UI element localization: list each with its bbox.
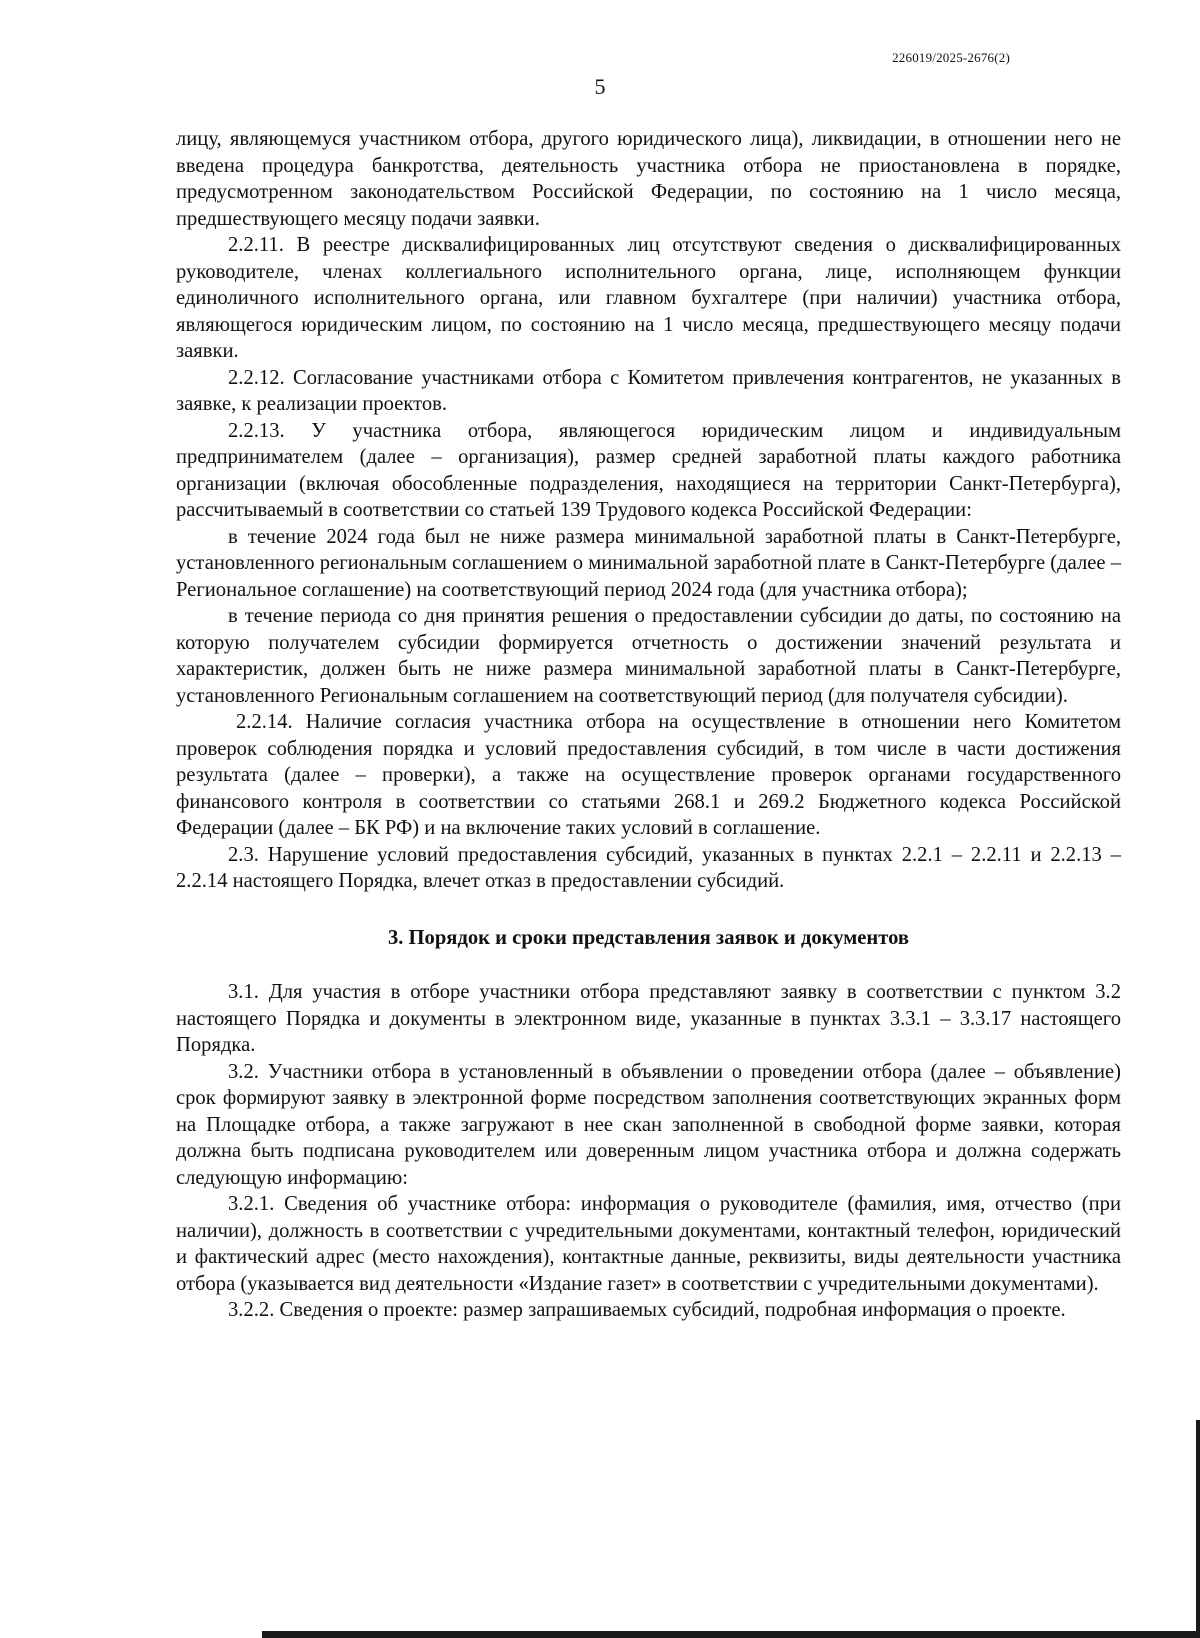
section-title: 3. Порядок и сроки представления заявок и документов bbox=[387, 926, 910, 949]
paragraph-3-1: 3.1. Для участия в отборе участники отбора представляют заявку в соответствии с пунктом 3.2 настоящего Порядка и документы в электронном виде, указанные в пунктах 3.3.1 – 3.3.17 настоящего Порядка. bbox=[176, 981, 1121, 1056]
page-number: 5 bbox=[594, 74, 606, 99]
paragraph-3-2-1: 3.2.1. Сведения об участнике отбора: информация о руководителе (фамилия, имя, отчество (при наличии), должность в соответствии с учредительными документами, контактный телефон, юридический и фактический адрес (место нахождения), контактные данные, реквизиты, виды деятельности участника отбора (указывается вид деятельности «Издание газет» в соответствии с учредительными документами). bbox=[176, 1193, 1121, 1295]
paragraph-3-2: 3.2. Участники отбора в установленный в объявлении о проведении отбора (далее – объявление) срок формируют заявку в электронной форме посредством заполнения соответствующих экранных форм на Площадке отбора, а также загружают в нее скан заполненной в свободной форме заявки, которая должна быть подписана руководителем или доверенным лицом участника отбора и должна содержать следующую информацию: bbox=[176, 1060, 1121, 1189]
scan-edge-right bbox=[1196, 1420, 1200, 1638]
paragraph-2-3: 2.3. Нарушение условий предоставления субсидий, указанных в пунктах 2.2.1 – 2.2.11 и 2.2.13 – 2.2.14 настоящего Порядка, влечет отказ в предоставлении субсидий. bbox=[176, 843, 1121, 892]
paragraph-2-2-14: 2.2.14. Наличие согласия участника отбора на осуществление в отношении него Комитетом проверок соблюдения порядка и условий предоставления субсидий, в том числе в части достижения результата (далее – проверки), а также на осуществление проверок органами государственного финансового контроля в соответствии со статьями 268.1 и 269.2 Бюджетного кодекса Российской Федерации (далее – БК РФ) и на включение таких условий в соглашение. bbox=[176, 711, 1121, 839]
paragraph-continuation: лицу, являющемуся участником отбора, другого юридического лица), ликвидации, в отношении него не введена процедура банкротства, деятельность участника отбора не приостановлена в порядке, предусмотренном законодательством Российской Федерации, по состоянию на 1 число месяца, предшествующего месяцу подачи заявки. bbox=[176, 128, 1121, 230]
scan-edge-bottom bbox=[262, 1631, 1200, 1638]
paragraph-2024-wage: в течение 2024 года был не ниже размера минимальной заработной платы в Санкт-Петербурге, установленного региональным соглашением о минимальной заработной плате в Санкт-Петербурге (далее – Региональное соглашение) на соответствующий период 2024 года (для участника отбора); bbox=[176, 525, 1121, 601]
paragraph-period-wage: в течение периода со дня принятия решения о предоставлении субсидии до даты, по состоянию на которую получателем субсидии формируется отчетность о достижении значений результата и характеристик, должен быть не ниже размера минимальной заработной платы в Санкт-Петербурге, установленного Региональным соглашением на соответствующий период (для получателя субсидии). bbox=[176, 605, 1121, 707]
paragraph-2-2-13: 2.2.13. У участника отбора, являющегося юридическим лицом и индивидуальным предпринимателем (далее – организация), размер средней заработной платы каждого работника организации (включая обособленные подразделения, находящиеся на территории Санкт-Петербурга), рассчитываемый в соответствии со статьей 139 Трудового кодекса Российской Федерации: bbox=[176, 419, 1121, 521]
paragraph-2-2-12: 2.2.12. Согласование участниками отбора с Комитетом привлечения контрагентов, не указанных в заявке, к реализации проектов. bbox=[176, 366, 1121, 415]
paragraph-3-2-2: 3.2.2. Сведения о проекте: размер запрашиваемых субсидий, подробная информация о проекте. bbox=[228, 1299, 1066, 1321]
document-body bbox=[176, 126, 1121, 1324]
paragraph-2-2-11: 2.2.11. В реестре дисквалифицированных лиц отсутствуют сведения о дисквалифицированных руководителе, членах коллегиального исполнительного органа, лице, исполняющем функции единоличного исполнительного органа, или главном бухгалтере (при наличии) участника отбора, являющегося юридическим лицом, по состоянию на 1 число месяца, предшествующего месяцу подачи заявки. bbox=[176, 234, 1121, 362]
document-registration-number: 226019/2025-2676(2) bbox=[892, 50, 1010, 65]
